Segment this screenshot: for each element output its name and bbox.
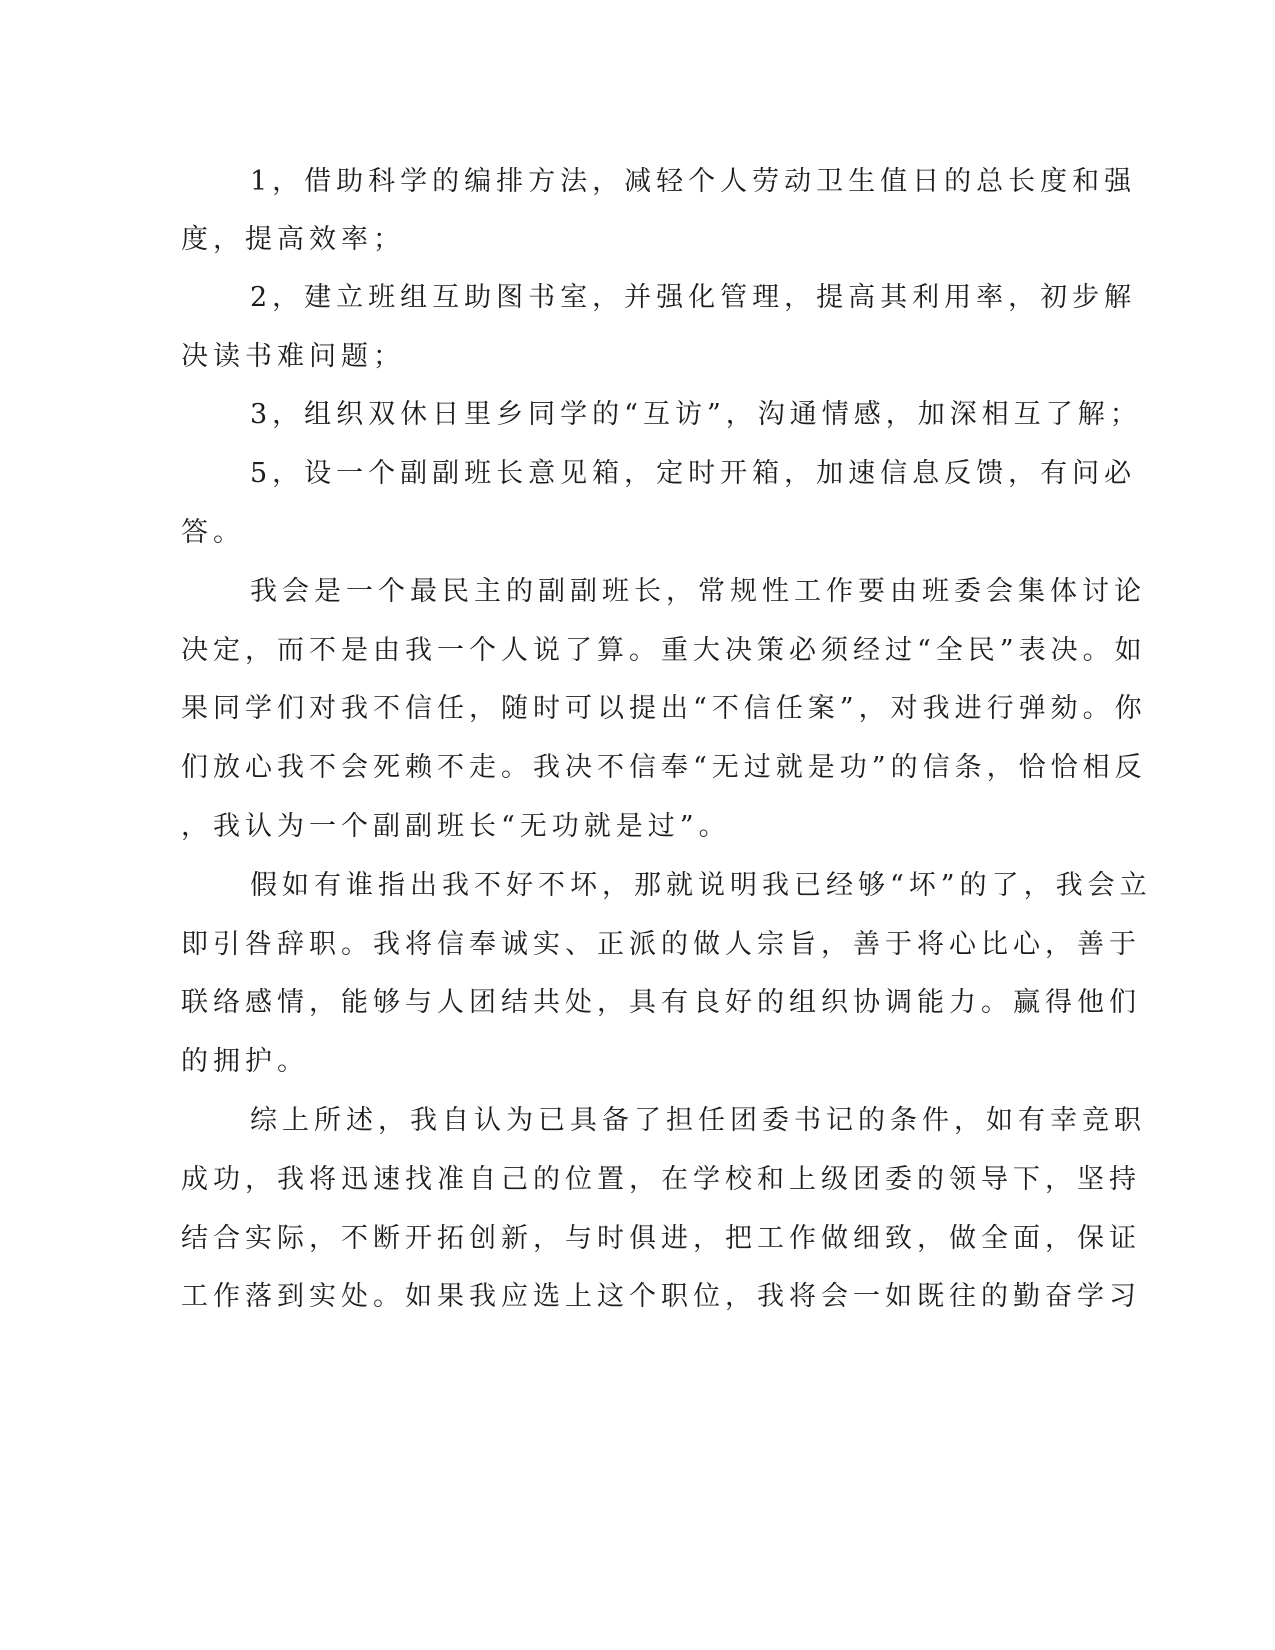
- paragraph-line: 果同学们对我不信任，随时可以提出“不信任案”，对我进行弹劾。你: [181, 693, 1147, 724]
- paragraph-line: 3，组织双休日里乡同学的“互访”，沟通情感，加深相互了解；: [250, 399, 1142, 430]
- paragraph-line: 综上所述，我自认为已具备了担任团委书记的条件，如有幸竞职: [250, 1105, 1146, 1136]
- paragraph-line: 答。: [181, 517, 245, 548]
- paragraph-line: 们放心我不会死赖不走。我决不信奉“无过就是功”的信条，恰恰相反: [181, 752, 1147, 783]
- paragraph-line: 的拥护。: [181, 1046, 309, 1077]
- paragraph-line: 度，提高效率；: [181, 224, 405, 255]
- paragraph-line: 结合实际，不断开拓创新，与时俱进，把工作做细致，做全面，保证: [181, 1223, 1141, 1254]
- paragraph-line: ，我认为一个副副班长“无功就是过”。: [181, 811, 731, 842]
- paragraph-line: 成功，我将迅速找准自己的位置，在学校和上级团委的领导下，坚持: [181, 1164, 1141, 1195]
- paragraph-line: 决定，而不是由我一个人说了算。重大决策必须经过“全民”表决。如: [181, 635, 1147, 666]
- paragraph-line: 5，设一个副副班长意见箱，定时开箱，加速信息反馈，有问必: [250, 458, 1137, 489]
- paragraph-line: 假如有谁指出我不好不坏，那就说明我已经够“坏”的了，我会立: [250, 870, 1152, 901]
- paragraph-line: 2，建立班组互助图书室，并强化管理，提高其利用率，初步解: [250, 282, 1137, 313]
- paragraph-line: 即引咎辞职。我将信奉诚实、正派的做人宗旨，善于将心比心，善于: [181, 929, 1141, 960]
- paragraph-line: 决读书难问题；: [181, 341, 405, 372]
- paragraph-line: 我会是一个最民主的副副班长，常规性工作要由班委会集体讨论: [250, 576, 1146, 607]
- paragraph-line: 工作落到实处。如果我应选上这个职位，我将会一如既往的勤奋学习: [181, 1281, 1141, 1312]
- paragraph-line: 1，借助科学的编排方法，减轻个人劳动卫生值日的总长度和强: [250, 166, 1137, 197]
- paragraph-line: 联络感情，能够与人团结共处，具有良好的组织协调能力。赢得他们: [181, 987, 1141, 1018]
